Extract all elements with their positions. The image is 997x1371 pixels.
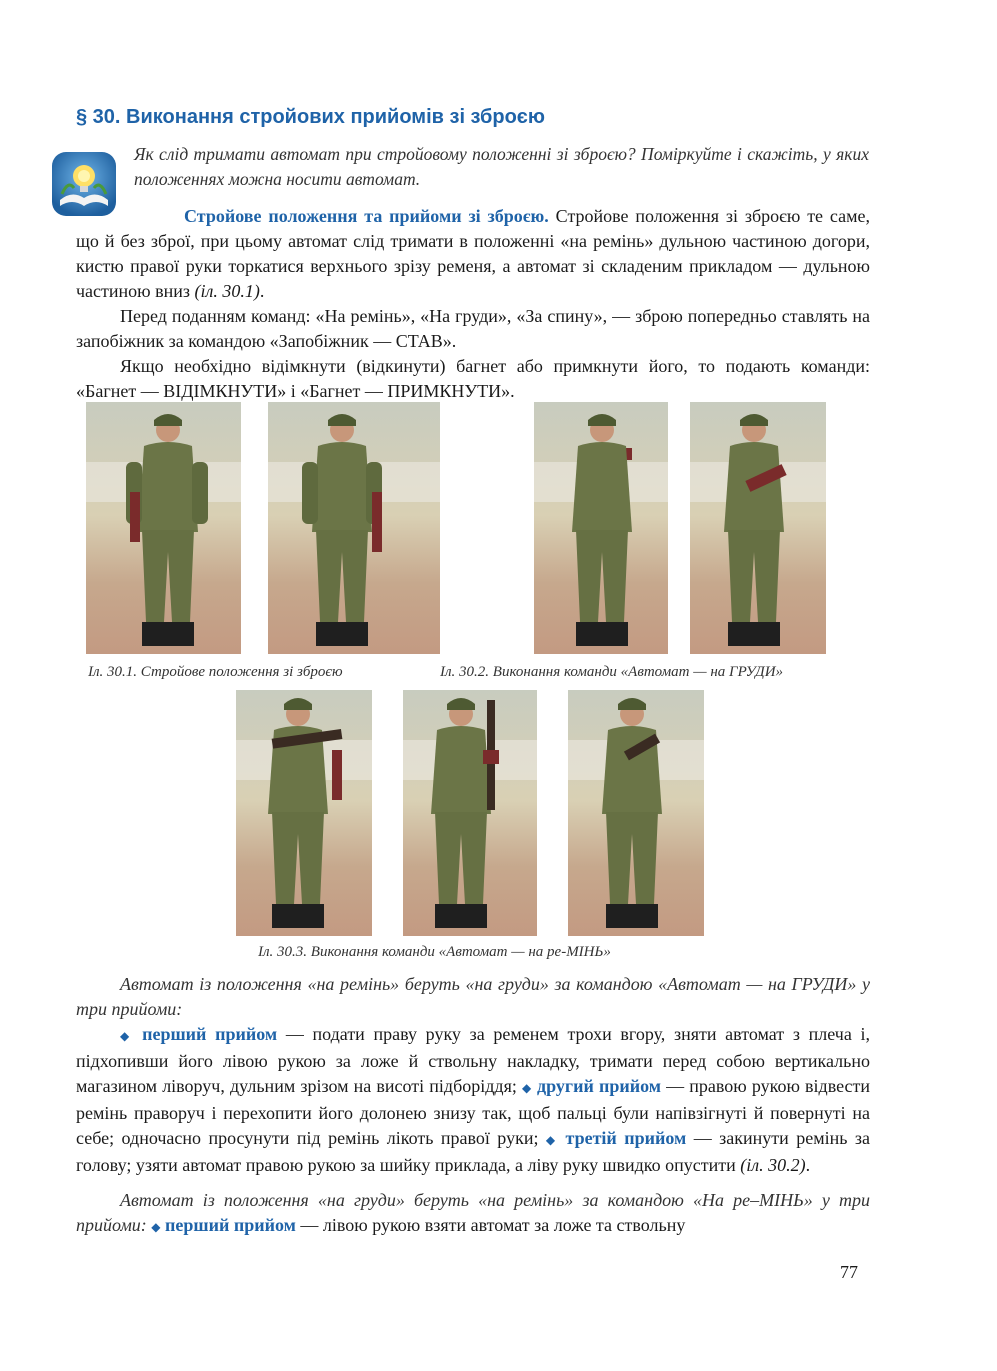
photo-soldier-6 bbox=[403, 690, 537, 936]
paragraph-to-chest: Автомат із положення «на ремінь» беруть «на груди» за командою «Автомат — на ГРУДИ» у три прийоми: bbox=[76, 974, 870, 1019]
figure-reference: (іл. 30.2) bbox=[740, 1155, 806, 1175]
paragraph-to-sling bbox=[76, 1188, 870, 1240]
photo-soldier-7 bbox=[568, 690, 704, 936]
bullet-icon: ◆ bbox=[545, 1133, 559, 1147]
review-question: Як слід тримати автомат при стройовому положенні зі зброєю? Поміркуйте і скажіть, у яких положеннях можна носити автомат. bbox=[134, 144, 869, 189]
photo-soldier-2 bbox=[268, 402, 440, 654]
photo-soldier-4 bbox=[690, 402, 826, 654]
page-number: 77 bbox=[840, 1262, 858, 1282]
photo-soldier-1 bbox=[86, 402, 241, 654]
paragraph-intro: Автомат із положення «на груди» беруть «на ремінь» за командою «На ре–МІНЬ» у три прийоми: bbox=[76, 1190, 870, 1235]
paragraph-end: . bbox=[259, 281, 265, 301]
paragraph-text: Стройове положення зі зброєю те саме, що й без зброї, при цьому автомат слід тримати в положенні «на ремінь» дульною частиною догори, кистю правої руки торкатися верхнього зрізу ременя, а автомат зі складеним прикладом — дульною частиною вниз bbox=[76, 206, 870, 301]
step-first-text: — лівою рукою взяти автомат за ложе та ствольну bbox=[295, 1215, 686, 1235]
step-first: перший прийом bbox=[165, 1215, 296, 1235]
bullet-icon: ◆ bbox=[120, 1029, 134, 1043]
step-third: третій прийом bbox=[565, 1128, 687, 1148]
paragraph-bayonet: Якщо необхідно відімкнути (відкинути) багнет або примкнути його, то подають команди: «Багнет — ВІДІМКНУТИ» і «Багнет — ПРИМКНУТИ». bbox=[76, 356, 870, 401]
photo-soldier-3 bbox=[534, 402, 668, 654]
bullet-icon: ◆ bbox=[151, 1220, 161, 1234]
caption-figure-30-2: Іл. 30.2. Виконання команди «Автомат — на ГРУДИ» bbox=[440, 664, 784, 680]
caption-figure-30-3: Іл. 30.3. Виконання команди «Автомат — на ре-МІНЬ» bbox=[258, 944, 611, 960]
paragraph-safety: Перед поданням команд: «На ремінь», «На груди», «За спину», — зброю попередньо ставлять на запобіжник за командою «Запобіжник — СТАВ». bbox=[76, 306, 870, 351]
section-heading: § 30. Виконання стройових прийомів зі зброєю bbox=[76, 106, 545, 128]
paragraph-steps-chest bbox=[76, 1022, 870, 1178]
step-first-text: — подати праву руку за ременем трохи вгору, зняти автомат з плеча і, підхопивши його лівою рукою за ложе й ствольну накладку, тримати перед собою вертикально магазином ліворуч, дульним зрізом на висоті підборіддя; bbox=[76, 1024, 871, 1096]
step-first: перший прийом bbox=[142, 1024, 278, 1044]
bullet-icon: ◆ bbox=[522, 1081, 532, 1095]
paragraph-drill-position bbox=[76, 204, 870, 304]
step-second-text: — правою рукою відвести ремінь праворуч і перехопити його долонею знизу так, щоб пальці були напівзігнуті й повернуті на себе; одночасно просунути під ремінь лікоть правої руки; bbox=[76, 1076, 871, 1148]
step-second: другий прийом bbox=[537, 1076, 661, 1096]
paragraph-lead: Стройове положення та прийоми зі зброєю. bbox=[184, 206, 549, 226]
paragraph-end: . bbox=[805, 1155, 811, 1175]
figure-reference: (іл. 30.1) bbox=[194, 281, 260, 301]
photo-soldier-5 bbox=[236, 690, 372, 936]
caption-figure-30-1: Іл. 30.1. Стройове положення зі зброєю bbox=[88, 664, 343, 680]
step-third-text: — закинути ремінь за голову; узяти автомат правою рукою за шийку приклада, а ліву руку швидко опустити bbox=[76, 1128, 870, 1175]
